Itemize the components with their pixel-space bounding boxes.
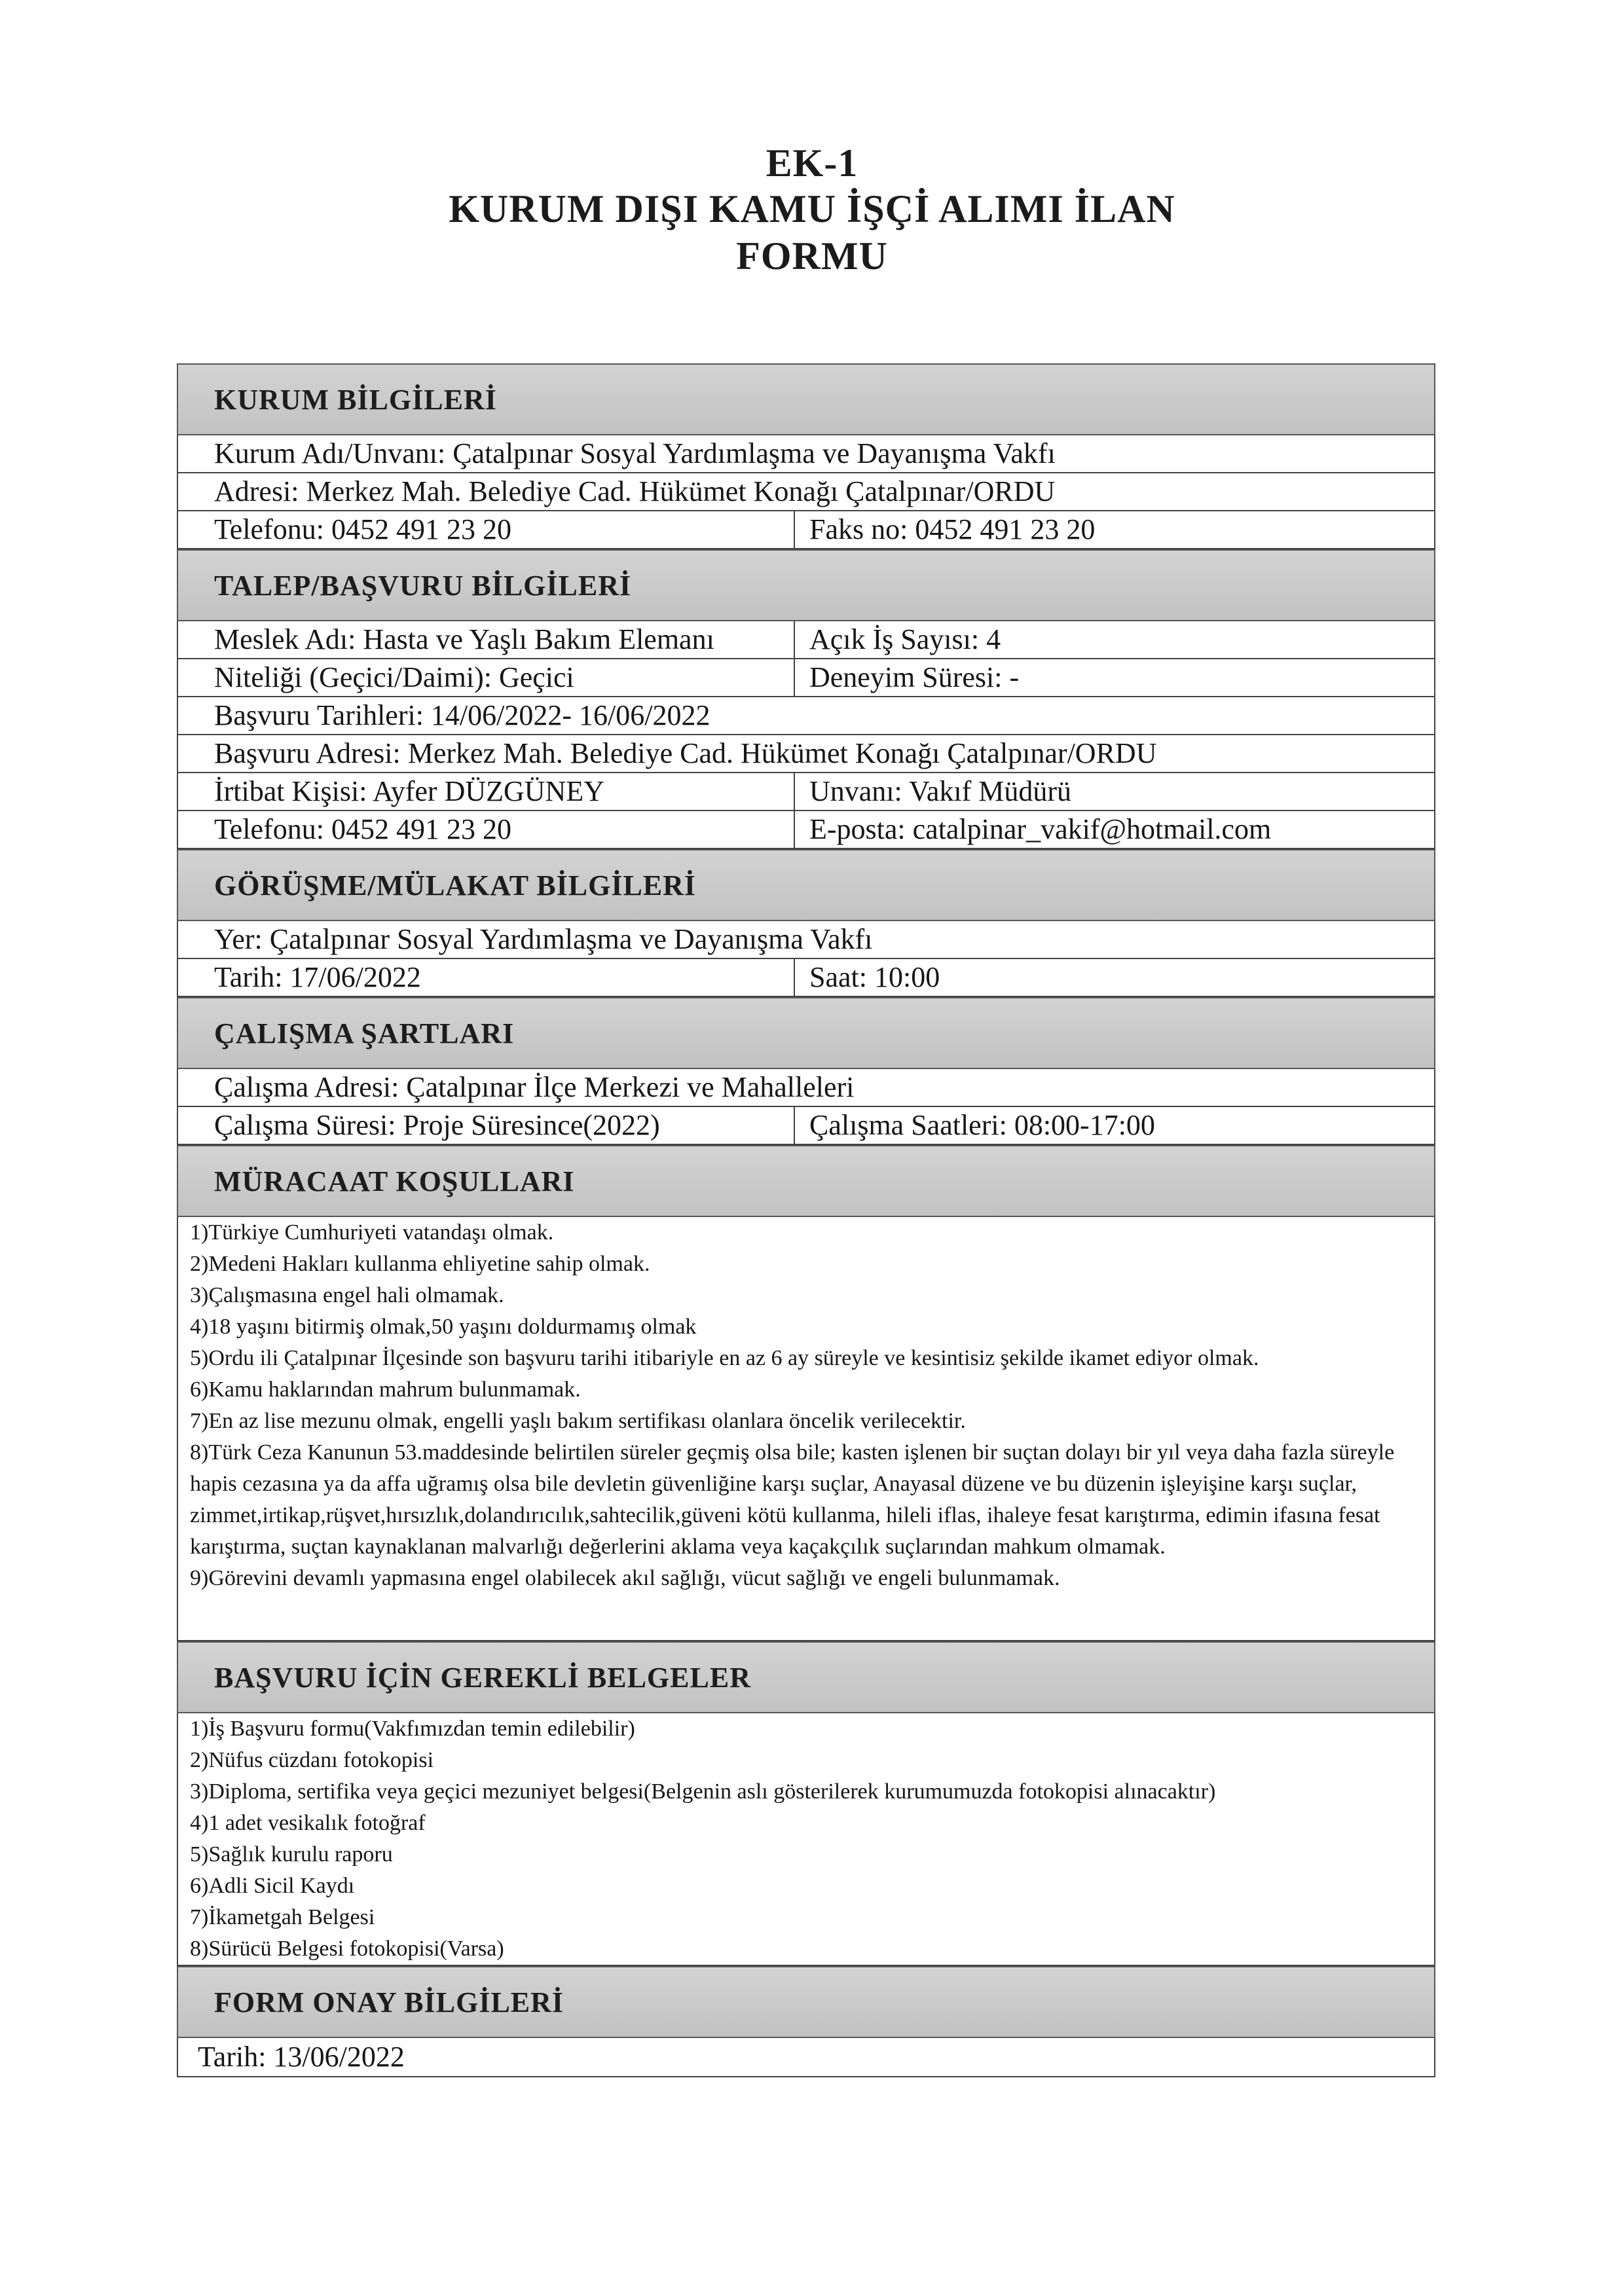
section-gorusme-heading: GÖRÜŞME/MÜLAKAT BİLGİLERİ [177,849,1435,921]
belge-item: 7)İkametgah Belgesi [190,1905,375,1929]
muracaat-item: 7)En az lise mezunu olmak, engelli yaşlı bakım sertifikası olanlara öncelik verilecektir. [190,1409,966,1433]
muracaat-item: 2)Medeni Hakları kullanma ehliyetine sahip olmak. [190,1252,650,1276]
kurum-address-row [177,473,1435,511]
belge-item: 4)1 adet vesikalık fotoğraf [190,1811,426,1835]
talep-telefon: Telefonu: 0452 491 23 20 [214,813,511,845]
basvuru-adresi: Başvuru Adresi: Merkez Mah. Belediye Cad. Hükümet Konağı Çatalpınar/ORDU [214,737,1157,769]
muracaat-item: 3)Çalışmasına engel hali olmamak. [190,1283,504,1307]
acik-is-sayisi: Açık İş Sayısı: 4 [794,621,1434,658]
section-talep-heading: TALEP/BAŞVURU BİLGİLERİ [177,549,1435,621]
belge-item: 5)Sağlık kurulu raporu [190,1842,393,1867]
e-posta: E-posta: catalpinar_vakif@hotmail.com [794,811,1434,848]
basvuru-tarihleri: Başvuru Tarihleri: 14/06/2022- 16/06/2022 [214,699,710,731]
niteligi: Niteliği (Geçici/Daimi): Geçici [214,661,574,693]
gorusme-row-2 [177,959,1435,997]
gorusme-tarih: Tarih: 17/06/2022 [214,961,421,993]
kurum-name: Kurum Adı/Unvanı: Çatalpınar Sosyal Yardımlaşma ve Dayanışma Vakfı [214,437,1056,469]
section-muracaat-heading: MÜRACAAT KOŞULLARI [177,1145,1435,1217]
talep-row-5 [177,773,1435,811]
calisma-adresi: Çalışma Adresi: Çatalpınar İlçe Merkezi ve Mahalleleri [214,1071,855,1103]
section-calisma-heading: ÇALIŞMA ŞARTLARI [177,997,1435,1069]
belge-item: 6)Adli Sicil Kaydı [190,1874,355,1898]
gorusme-yer: Yer: Çatalpınar Sosyal Yardımlaşma ve Dayanışma Vakfı [214,923,873,955]
calisma-row-1 [177,1069,1435,1107]
muracaat-item: 6)Kamu haklarından mahrum bulunmamak. [190,1377,581,1402]
talep-row-1 [177,621,1435,659]
talep-row-4 [177,735,1435,773]
title-ek: EK-1 [766,141,858,185]
calisma-row-2 [177,1107,1435,1145]
belge-item: 8)Sürücü Belgesi fotokopisi(Varsa) [190,1937,504,1961]
gorusme-row-1 [177,921,1435,959]
muracaat-item: 9)Görevini devamlı yapmasına engel olabilecek akıl sağlığı, vücut sağlığı ve engeli bulunmamak. [190,1566,1060,1590]
meslek-adi: Meslek Adı: Hasta ve Yaşlı Bakım Elemanı [214,623,714,655]
deneyim-suresi: Deneyim Süresi: - [794,659,1434,696]
talep-row-6 [177,811,1435,849]
talep-row-3 [177,697,1435,735]
kurum-fax: Faks no: 0452 491 23 20 [794,511,1434,548]
muracaat-item: 1)Türkiye Cumhuriyeti vatandaşı olmak. [190,1220,554,1245]
irtibat-kisisi: İrtibat Kişisi: Ayfer DÜZGÜNEY [214,775,604,807]
gorusme-saat: Saat: 10:00 [794,959,1434,996]
calisma-suresi: Çalışma Süresi: Proje Süresince(2022) [214,1109,660,1141]
onay-tarih: Tarih: 13/06/2022 [177,2038,1435,2077]
kurum-phone-row [177,511,1435,549]
kurum-name-row [177,435,1435,473]
calisma-saatleri: Çalışma Saatleri: 08:00-17:00 [794,1107,1434,1144]
talep-row-2 [177,659,1435,697]
section-belgeler-heading: BAŞVURU İÇİN GEREKLİ BELGELER [177,1641,1435,1713]
section-kurum-heading: KURUM BİLGİLERİ [177,363,1435,435]
unvani: Unvanı: Vakıf Müdürü [794,773,1434,810]
belge-item: 3)Diploma, sertifika veya geçici mezuniyet belgesi(Belgenin aslı gösterilerek kurumumuzda fotokopisi alınacaktır) [190,1779,1216,1804]
section-onay-heading: FORM ONAY BİLGİLERİ [177,1966,1435,2038]
muracaat-list [177,1217,1435,1641]
title-form: FORMU [736,234,888,278]
list-spacer [190,1594,1428,1640]
belge-item: 2)Nüfus cüzdanı fotokopisi [190,1748,434,1772]
application-form [177,363,1435,2077]
belgeler-list [177,1713,1435,1966]
title-main: KURUM DIŞI KAMU İŞÇİ ALIMI İLAN [449,187,1175,230]
muracaat-item: 8)Türk Ceza Kanunun 53.maddesinde belirtilen süreler geçmiş olsa bile; kasten işlenen bir suçtan dolayı bir yıl veya daha fazla süreyle hapis cezasına ya da affa uğramış olsa bile devletin güvenliğine karşı suçlar, Anayasal düzene ve bu düzenin işleyişine karşı suçlar, zimmet,irtikap,rüşvet,hırsızlık,dolandırıcılık,sahtecilik,güveni kötü kullanma, hileli iflas, ihaleye fesat karıştırma, edimin ifasına fesat karıştırma, suçtan kaynaklanan malvarlığı değerlerini aklama veya kaçakçılık suçlarından mahkum olmamak. [190,1440,1395,1559]
belge-item: 1)İş Başvuru formu(Vakfımızdan temin edilebilir) [190,1717,635,1741]
muracaat-item: 4)18 yaşını bitirmiş olmak,50 yaşını doldurmamış olmak [190,1315,697,1339]
kurum-address: Adresi: Merkez Mah. Belediye Cad. Hükümet Konağı Çatalpınar/ORDU [214,475,1056,507]
muracaat-item: 5)Ordu ili Çatalpınar İlçesinde son başvuru tarihi itibariyle en az 6 ay süreyle ve kesintisiz şekilde ikamet ediyor olmak. [190,1346,1259,1370]
kurum-phone: Telefonu: 0452 491 23 20 [214,513,511,545]
